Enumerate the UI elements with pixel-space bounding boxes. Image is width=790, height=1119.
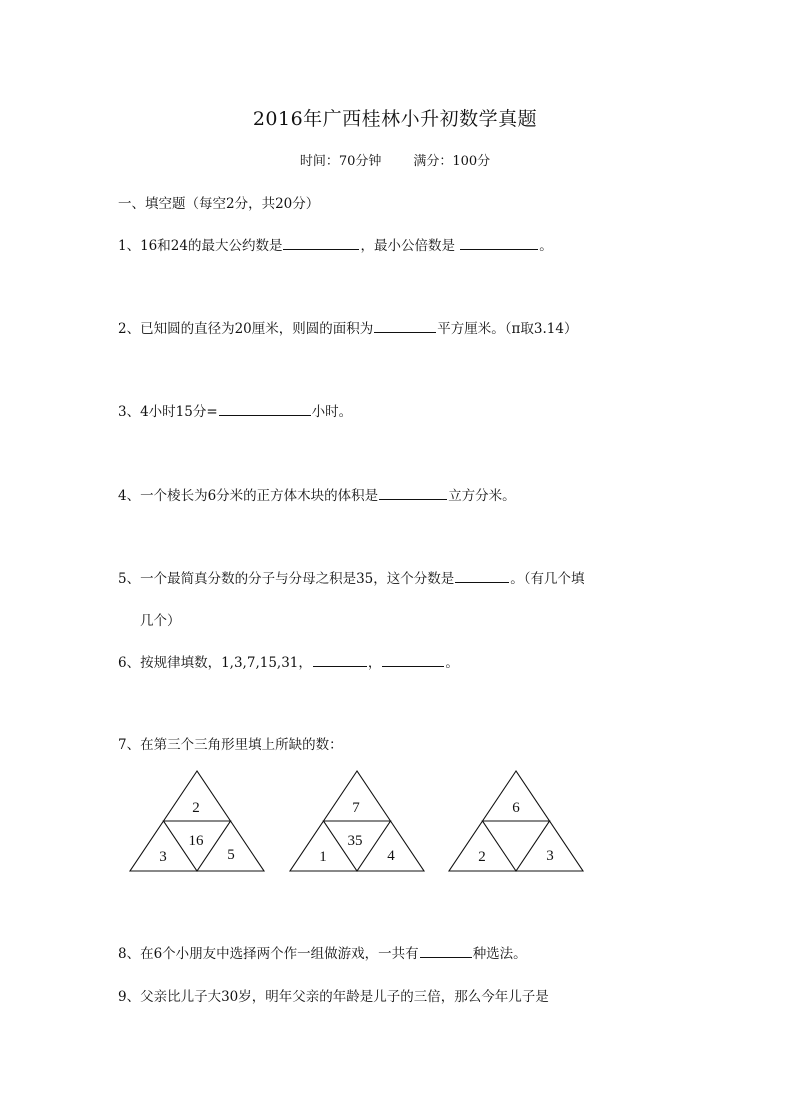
triangle-3-top-number: 6 (512, 800, 520, 816)
triangle-1-left-number: 3 (159, 849, 167, 865)
triangle-3-left-number: 2 (478, 849, 486, 865)
triangle-figure-2 (290, 771, 424, 871)
time-limit: 时间：70分钟 (299, 154, 382, 169)
question-9: 9、父亲比儿子大30岁，明年父亲的年龄是儿子的三倍，那么今年儿子是 (118, 989, 549, 1005)
triangle-3-right-number: 3 (546, 848, 554, 864)
question-5-continued: 几个） (140, 613, 181, 629)
section-heading: 一、填空题（每空2分，共20分） (118, 196, 320, 212)
triangle-2-right-number: 4 (387, 848, 395, 864)
question-7: 7、在第三个三角形里填上所缺的数： (118, 737, 343, 753)
page-title: 2016年广西桂林小升初数学真题 (252, 108, 538, 130)
triangle-1-right-number: 5 (227, 847, 235, 863)
triangle-2-top-number: 7 (352, 800, 360, 816)
question-1: 1、16和24的最大公约数是 ，最小公倍数是 。 (118, 234, 553, 254)
triangle-figure-3 (449, 771, 583, 871)
triangle-1-middle-number: 16 (188, 833, 204, 849)
triangle-figure-1 (130, 771, 264, 871)
question-6: 6、按规律填数，1,3,7,15,31， ， 。 (118, 651, 459, 671)
question-8: 8、在6个小朋友中选择两个作一组做游戏，一共有 种选法。 (118, 942, 527, 962)
question-2: 2、已知圆的直径为20厘米，则圆的面积为 平方厘米。（π取3.14） (118, 317, 577, 337)
question-4: 4、一个棱长为6分米的正方体木块的体积是 立方分米。 (118, 484, 516, 504)
full-score: 满分：100分 (413, 154, 491, 169)
triangle-2-middle-number: 35 (347, 833, 363, 849)
answer-blank[interactable] (420, 943, 472, 958)
question-5: 5、一个最简真分数的分子与分母之积是35，这个分数是 。（有几个填 (118, 567, 585, 587)
triangle-1-top-number: 2 (192, 800, 200, 816)
question-3: 3、4小时15分= 小时。 (118, 400, 352, 420)
triangle-2-left-number: 1 (319, 849, 327, 865)
